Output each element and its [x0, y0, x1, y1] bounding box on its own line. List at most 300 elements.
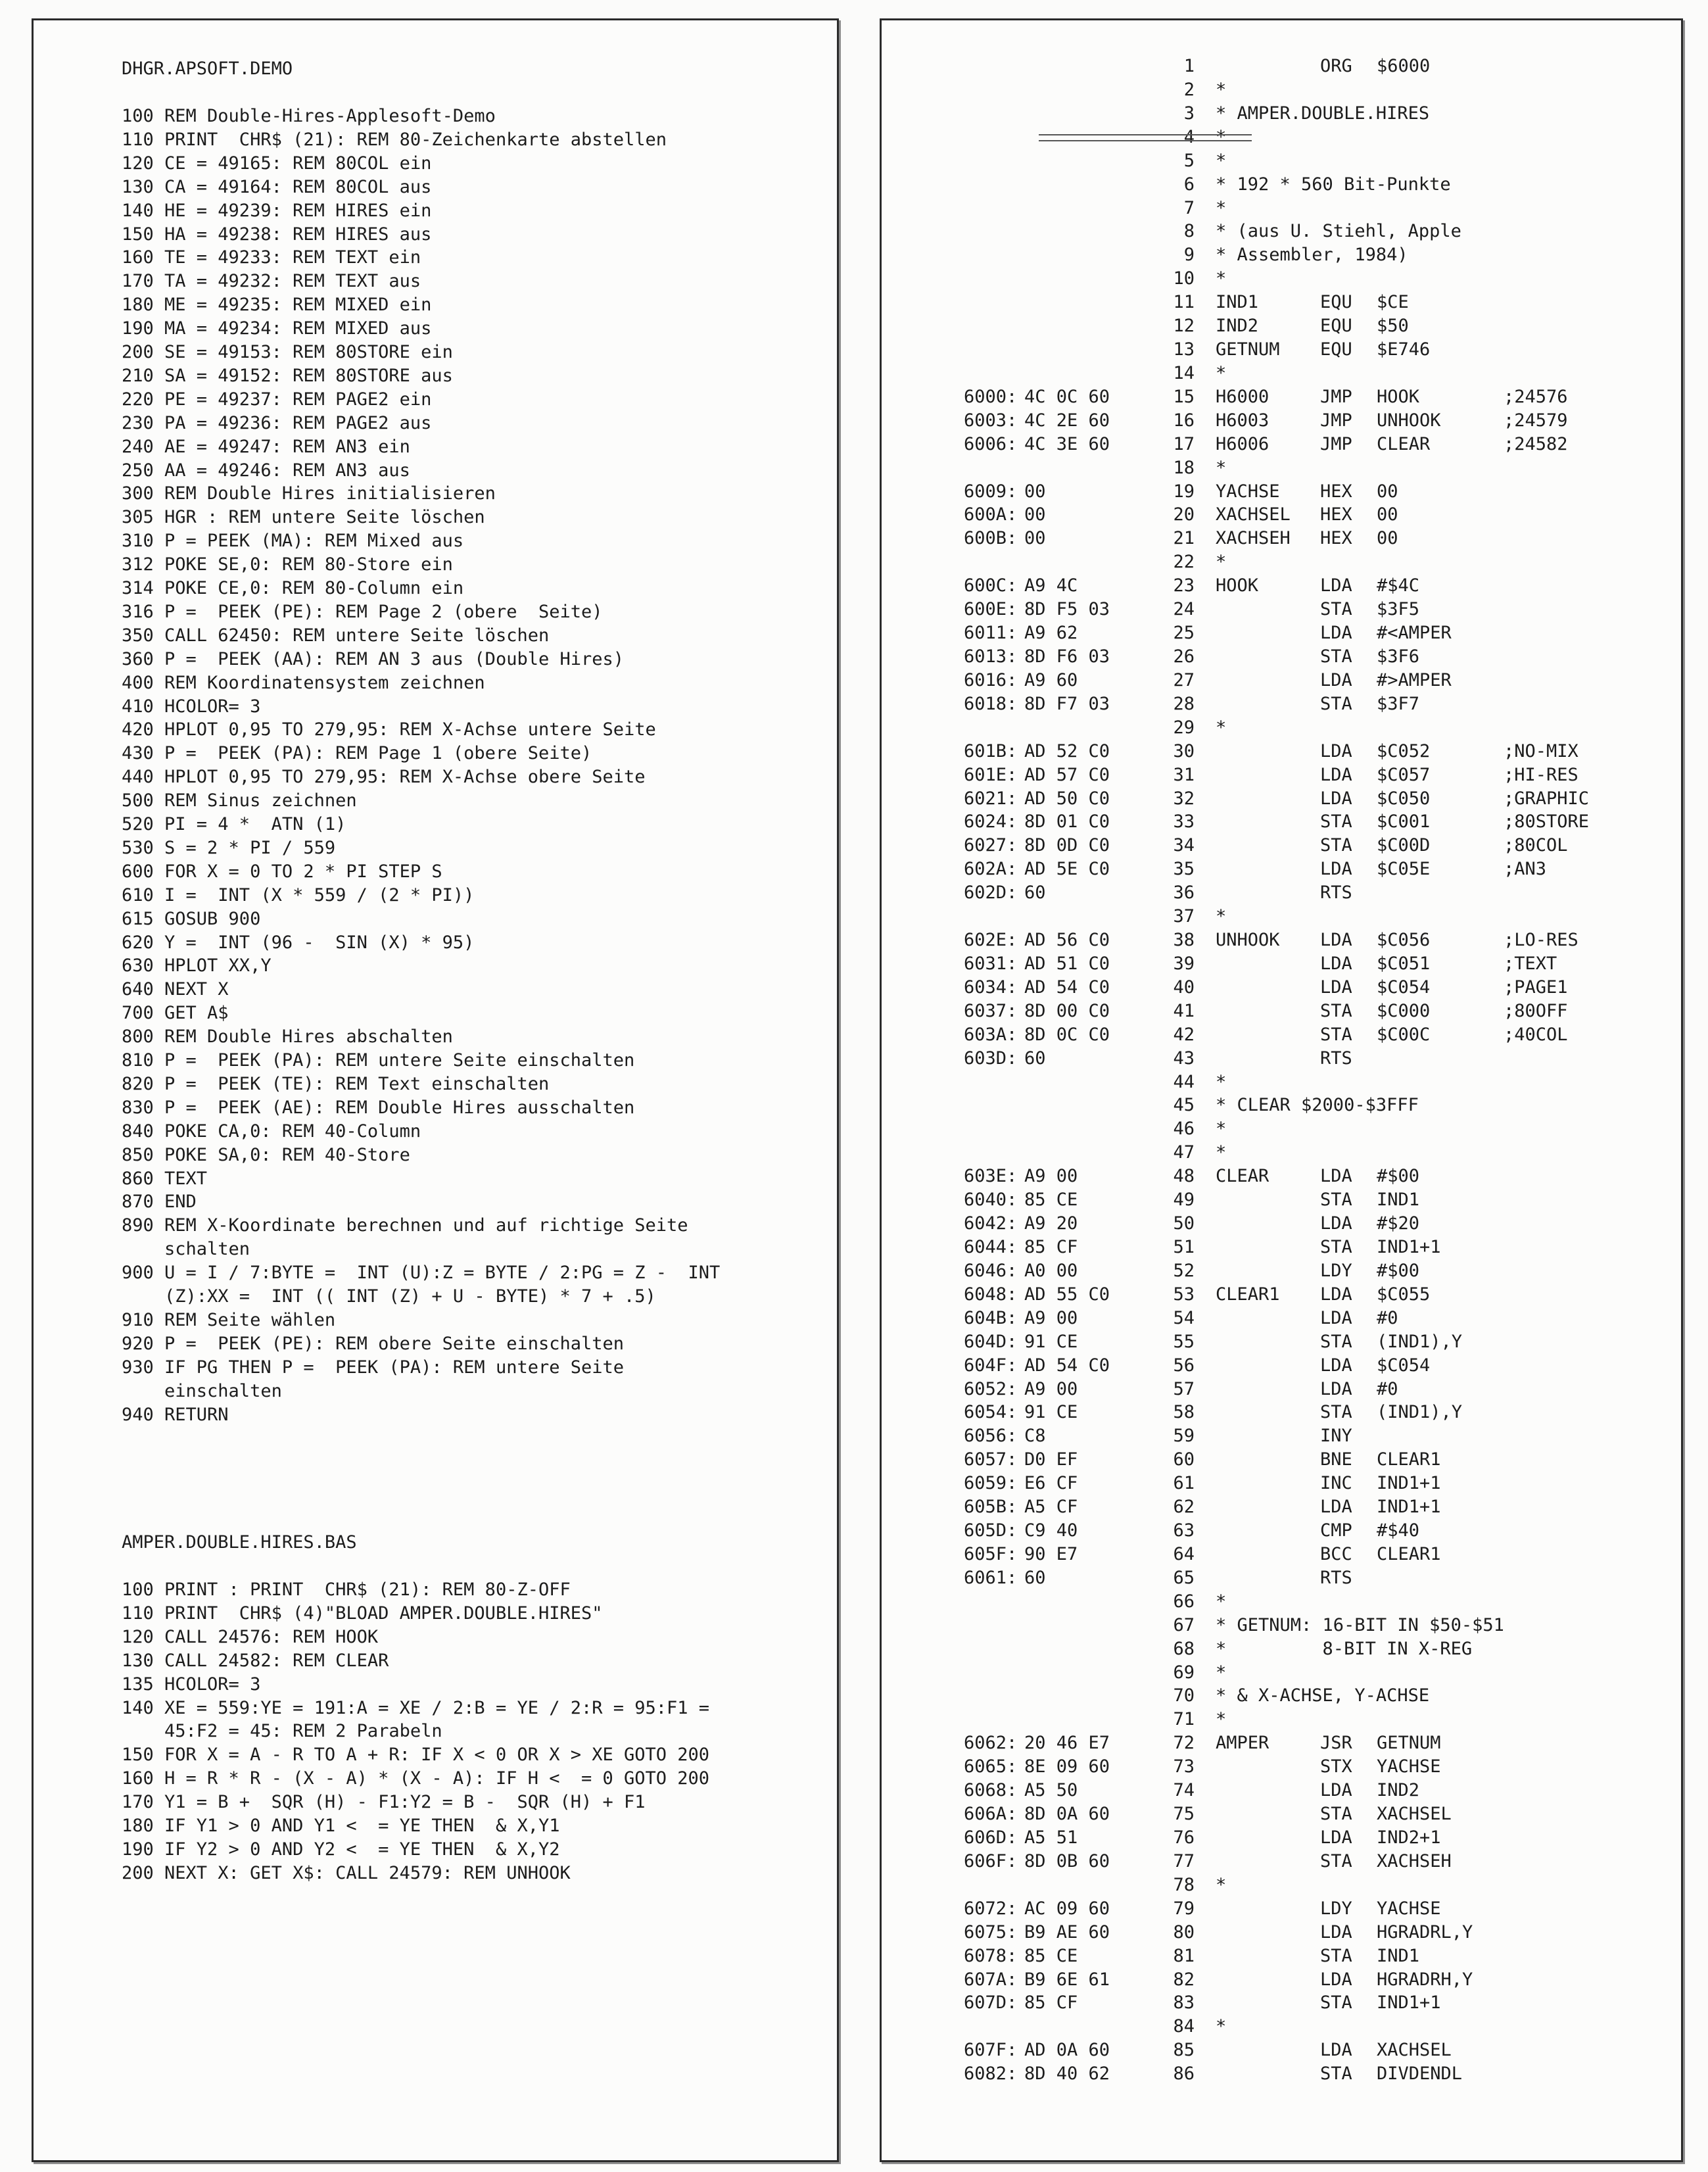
code-line: 640 NEXT X [122, 979, 229, 1000]
label: XACHSEL [1216, 504, 1291, 525]
address: 6044: [964, 1237, 1018, 1257]
code-line: 135 HCOLOR= 3 [122, 1674, 261, 1695]
code-line: 310 P = PEEK (MA): REM Mixed aus [122, 531, 464, 552]
opcode: BCC [1320, 1543, 1352, 1564]
address: 6003: [964, 410, 1018, 431]
opcode: LDA [1320, 977, 1352, 998]
object-bytes: 8D 0B 60 [1024, 1850, 1110, 1871]
address: 6065: [964, 1756, 1018, 1777]
line-number: 34 [1173, 835, 1195, 856]
comment: ;80OFF [1504, 1000, 1568, 1021]
label: * [1216, 1142, 1227, 1163]
operand: $C00C [1377, 1024, 1431, 1045]
code-line: 430 P = PEEK (PA): REM Page 1 (obere Seite) [122, 743, 592, 764]
code-line: 360 P = PEEK (AA): REM AN 3 aus (Double Hires) [122, 648, 625, 669]
code-line: 110 PRINT CHR$ (21): REM 80-Zeichenkarte abstellen [122, 129, 667, 150]
asm-line [882, 1826, 1681, 1850]
opcode: STA [1320, 811, 1352, 833]
address: 605F: [964, 1543, 1018, 1564]
code-line: 160 TE = 49233: REM TEXT ein [122, 247, 421, 268]
line-number: 51 [1173, 1237, 1195, 1257]
operand: IND1+1 [1377, 1992, 1441, 2014]
line-number: 53 [1173, 1284, 1195, 1305]
code-line: 200 NEXT X: GET X$: CALL 24579: REM UNHOOK [122, 1862, 571, 1883]
operand: #$00 [1377, 1260, 1420, 1281]
label: XACHSEH [1216, 528, 1291, 549]
asm-line [882, 1401, 1681, 1424]
asm-line [882, 740, 1681, 763]
asm-line [882, 1165, 1681, 1188]
listing-title: AMPER.DOUBLE.HIRES.BAS [122, 1532, 357, 1553]
asm-line [882, 952, 1681, 976]
comment: ;24576 [1504, 386, 1568, 407]
code-line: 120 CALL 24576: REM HOOK [122, 1626, 379, 1647]
label: * GETNUM: 16-BIT IN $50-$51 [1216, 1614, 1504, 1635]
opcode: ORG [1320, 56, 1352, 76]
code-line: 610 I = INT (X * 559 / (2 * PI)) [122, 884, 475, 905]
opcode: LDA [1320, 1213, 1352, 1234]
code-line: 700 GET A$ [122, 1003, 229, 1024]
opcode: STA [1320, 1850, 1352, 1871]
code-line: 220 PE = 49237: REM PAGE2 ein [122, 389, 432, 410]
operand: HGRADRH,Y [1377, 1969, 1473, 1990]
address: 6075: [964, 1921, 1018, 1943]
address: 6027: [964, 835, 1018, 856]
operand: YACHSE [1377, 1898, 1441, 1919]
address: 600C: [964, 575, 1018, 596]
code-line: 400 REM Koordinatensystem zeichnen [122, 672, 485, 693]
operand: #>AMPER [1377, 669, 1452, 690]
asm-line [882, 1354, 1681, 1378]
line-number: 38 [1173, 930, 1195, 951]
code-line: 210 SA = 49152: REM 80STORE aus [122, 365, 453, 386]
asm-line [882, 1117, 1681, 1141]
operand: $C052 [1377, 740, 1431, 761]
opcode: STA [1320, 693, 1352, 714]
asm-line [882, 1448, 1681, 1472]
asm-line [882, 1921, 1681, 1944]
code-line: 100 REM Double-Hires-Applesoft-Demo [122, 106, 496, 126]
opcode: RTS [1320, 882, 1352, 904]
line-number: 12 [1173, 316, 1195, 337]
address: 6072: [964, 1898, 1018, 1919]
line-number: 26 [1173, 646, 1195, 667]
line-number: 33 [1173, 811, 1195, 833]
code-line: 312 POKE SE,0: REM 80-Store ein [122, 554, 453, 575]
opcode: STA [1320, 599, 1352, 620]
label: CLEAR1 [1216, 1284, 1280, 1305]
object-bytes: 8D 00 C0 [1024, 1000, 1110, 1021]
comment: ;NO-MIX [1504, 740, 1578, 761]
object-bytes: C8 [1024, 1426, 1046, 1447]
object-bytes: 8D 01 C0 [1024, 811, 1110, 833]
line-number: 19 [1173, 481, 1195, 502]
code-line: 230 PA = 49236: REM PAGE2 aus [122, 412, 432, 433]
comment: ;40COL [1504, 1024, 1568, 1045]
label: * [1216, 457, 1227, 478]
line-number: 43 [1173, 1048, 1195, 1069]
label: * Assembler, 1984) [1216, 245, 1408, 266]
object-bytes: 60 [1024, 1048, 1046, 1069]
opcode: STA [1320, 835, 1352, 856]
line-number: 64 [1173, 1543, 1195, 1564]
line-number: 39 [1173, 953, 1195, 974]
line-number: 79 [1173, 1898, 1195, 1919]
asm-line [882, 149, 1681, 173]
object-bytes: A9 00 [1024, 1378, 1078, 1399]
line-number: 63 [1173, 1520, 1195, 1541]
address: 604D: [964, 1331, 1018, 1352]
asm-line [882, 1991, 1681, 2015]
line-number: 1 [1183, 56, 1195, 76]
object-bytes: AD 54 C0 [1024, 1355, 1110, 1376]
opcode: HEX [1320, 528, 1352, 549]
asm-line [882, 1590, 1681, 1614]
line-number: 8 [1183, 221, 1195, 242]
object-bytes: 00 [1024, 528, 1046, 549]
operand: $CE [1377, 292, 1409, 313]
line-number: 80 [1173, 1921, 1195, 1943]
object-bytes: 8D 0D C0 [1024, 835, 1110, 856]
asm-line [882, 1519, 1681, 1543]
address: 6034: [964, 977, 1018, 998]
asm-line [882, 1755, 1681, 1779]
asm-line [882, 338, 1681, 362]
line-number: 49 [1173, 1190, 1195, 1211]
label: * [1216, 268, 1227, 289]
asm-line [882, 126, 1681, 149]
asm-line [882, 1566, 1681, 1590]
code-line: 890 REM X-Koordinate berechnen und auf richtige Seite [122, 1215, 688, 1236]
asm-line [882, 692, 1681, 716]
object-bytes: AD 55 C0 [1024, 1284, 1110, 1305]
operand: $3F5 [1377, 599, 1420, 620]
label: * [1216, 362, 1227, 383]
operand: $C057 [1377, 764, 1431, 785]
address: 602E: [964, 930, 1018, 951]
object-bytes: A9 62 [1024, 623, 1078, 644]
line-number: 57 [1173, 1378, 1195, 1399]
object-bytes: 90 E7 [1024, 1543, 1078, 1564]
right-listing-panel [880, 18, 1683, 2162]
asm-line [882, 1661, 1681, 1685]
label: * [1216, 1874, 1227, 1895]
line-number: 71 [1173, 1709, 1195, 1730]
object-bytes: 8E 09 60 [1024, 1756, 1110, 1777]
label: IND1 [1216, 292, 1259, 313]
asm-line [882, 1779, 1681, 1802]
address: 6059: [964, 1473, 1018, 1494]
line-number: 6 [1183, 174, 1195, 195]
address: 6018: [964, 693, 1018, 714]
operand: $3F7 [1377, 693, 1420, 714]
object-bytes: 85 CF [1024, 1237, 1078, 1257]
label: * [1216, 1662, 1227, 1683]
opcode: BNE [1320, 1449, 1352, 1470]
asm-line [882, 763, 1681, 787]
code-line: 190 IF Y2 > 0 AND Y2 < = YE THEN & X,Y2 [122, 1839, 560, 1860]
asm-line [882, 834, 1681, 857]
asm-line [882, 1259, 1681, 1283]
asm-line [882, 1684, 1681, 1708]
label: HOOK [1216, 575, 1259, 596]
operand: #0 [1377, 1307, 1398, 1328]
object-bytes: 4C 0C 60 [1024, 386, 1110, 407]
comment: ;HI-RES [1504, 764, 1578, 785]
opcode: INC [1320, 1473, 1352, 1494]
line-number: 66 [1173, 1591, 1195, 1612]
asm-line [882, 1944, 1681, 1968]
operand: GETNUM [1377, 1733, 1441, 1754]
asm-line [882, 102, 1681, 126]
asm-line [882, 291, 1681, 314]
asm-line [882, 173, 1681, 197]
asm-line [882, 1873, 1681, 1897]
address: 6000: [964, 386, 1018, 407]
object-bytes: A9 60 [1024, 669, 1078, 690]
asm-line [882, 267, 1681, 291]
asm-line [882, 1637, 1681, 1661]
code-line: schalten [122, 1239, 250, 1260]
asm-line [882, 1708, 1681, 1731]
asm-line [882, 716, 1681, 740]
opcode: LDA [1320, 2040, 1352, 2061]
line-number: 72 [1173, 1733, 1195, 1754]
address: 607F: [964, 2040, 1018, 2061]
opcode: JMP [1320, 386, 1352, 407]
asm-line [882, 1023, 1681, 1047]
object-bytes: A5 CF [1024, 1497, 1078, 1518]
address: 606A: [964, 1804, 1018, 1825]
address: 606D: [964, 1827, 1018, 1848]
operand: HGRADRL,Y [1377, 1921, 1473, 1943]
asm-line [882, 1614, 1681, 1637]
code-line: 240 AE = 49247: REM AN3 ein [122, 436, 410, 457]
object-bytes: 4C 3E 60 [1024, 433, 1110, 454]
opcode: LDA [1320, 1378, 1352, 1399]
asm-line [882, 2062, 1681, 2086]
object-bytes: C9 40 [1024, 1520, 1078, 1541]
line-number: 35 [1173, 859, 1195, 880]
opcode: HEX [1320, 504, 1352, 525]
address: 6057: [964, 1449, 1018, 1470]
object-bytes: 85 CF [1024, 1992, 1078, 2014]
comment: ;PAGE1 [1504, 977, 1568, 998]
comment: ;24579 [1504, 410, 1568, 431]
operand: CLEAR1 [1377, 1543, 1441, 1564]
asm-line [882, 433, 1681, 456]
line-number: 7 [1183, 197, 1195, 218]
object-bytes: 00 [1024, 481, 1046, 502]
label: * [1216, 197, 1227, 218]
address: 6016: [964, 669, 1018, 690]
listing-title: DHGR.APSOFT.DEMO [122, 59, 293, 79]
operand: #$20 [1377, 1213, 1420, 1234]
operand: $C054 [1377, 977, 1431, 998]
opcode: LDA [1320, 1969, 1352, 1990]
address: 605B: [964, 1497, 1018, 1518]
line-number: 2 [1183, 79, 1195, 100]
code-line: 140 HE = 49239: REM HIRES ein [122, 200, 432, 221]
code-line: 350 CALL 62450: REM untere Seite löschen [122, 625, 550, 646]
operand: UNHOOK [1377, 410, 1441, 431]
code-line: 305 HGR : REM untere Seite löschen [122, 507, 485, 528]
opcode: STA [1320, 1945, 1352, 1966]
opcode: STA [1320, 1331, 1352, 1352]
opcode: LDA [1320, 1355, 1352, 1376]
line-number: 25 [1173, 623, 1195, 644]
line-number: 86 [1173, 2063, 1195, 2085]
label: * (aus U. Stiehl, Apple [1216, 221, 1461, 242]
asm-line [882, 598, 1681, 621]
code-line: 180 IF Y1 > 0 AND Y1 < = YE THEN & X,Y1 [122, 1816, 560, 1836]
opcode: LDA [1320, 764, 1352, 785]
address: 6009: [964, 481, 1018, 502]
object-bytes: 8D F5 03 [1024, 599, 1110, 620]
line-number: 11 [1173, 292, 1195, 313]
label: * CLEAR $2000-$3FFF [1216, 1095, 1419, 1116]
address: 6056: [964, 1426, 1018, 1447]
object-bytes: 8D 0C C0 [1024, 1024, 1110, 1045]
object-bytes: AD 57 C0 [1024, 764, 1110, 785]
asm-line [882, 480, 1681, 504]
line-number: 13 [1173, 339, 1195, 360]
code-line: 840 POKE CA,0: REM 40-Column [122, 1121, 421, 1142]
opcode: STX [1320, 1756, 1352, 1777]
asm-line [882, 1897, 1681, 1921]
label: * & X-ACHSE, Y-ACHSE [1216, 1685, 1430, 1706]
code-line: 100 PRINT : PRINT CHR$ (21): REM 80-Z-OFF [122, 1580, 571, 1600]
asm-line [882, 1047, 1681, 1071]
operand: YACHSE [1377, 1756, 1441, 1777]
line-number: 45 [1173, 1095, 1195, 1116]
opcode: JMP [1320, 410, 1352, 431]
code-line: 170 Y1 = B + SQR (H) - F1:Y2 = B - SQR (H) + F1 [122, 1792, 646, 1813]
object-bytes: 60 [1024, 1567, 1046, 1588]
line-number: 9 [1183, 245, 1195, 266]
address: 6068: [964, 1780, 1018, 1801]
operand: XACHSEL [1377, 2040, 1452, 2061]
address: 602D: [964, 882, 1018, 904]
code-line: 860 TEXT [122, 1168, 208, 1189]
line-number: 69 [1173, 1662, 1195, 1683]
comment: ;80COL [1504, 835, 1568, 856]
asm-line [882, 621, 1681, 645]
label: UNHOOK [1216, 930, 1280, 951]
line-number: 15 [1173, 386, 1195, 407]
asm-line [882, 2015, 1681, 2039]
object-bytes: A9 20 [1024, 1213, 1078, 1234]
object-bytes: 20 46 E7 [1024, 1733, 1110, 1754]
asm-line [882, 409, 1681, 433]
line-number: 44 [1173, 1071, 1195, 1092]
asm-line [882, 362, 1681, 385]
line-number: 32 [1173, 788, 1195, 809]
operand: HOOK [1377, 386, 1420, 407]
code-line: 600 FOR X = 0 TO 2 * PI STEP S [122, 861, 442, 882]
label: * [1216, 552, 1227, 573]
operand: IND2 [1377, 1780, 1420, 1801]
address: 6082: [964, 2063, 1018, 2085]
code-line: 140 XE = 559:YE = 191:A = XE / 2:B = YE / 2:R = 95:F1 = [122, 1697, 710, 1718]
code-line: 420 HPLOT 0,95 TO 279,95: REM X-Achse untere Seite [122, 719, 656, 740]
address: 6011: [964, 623, 1018, 644]
operand: 00 [1377, 504, 1398, 525]
operand: $C000 [1377, 1000, 1431, 1021]
code-line: 900 U = I / 7:BYTE = INT (U):Z = BYTE / 2:PG = Z - INT [122, 1263, 721, 1284]
code-line: 200 SE = 49153: REM 80STORE ein [122, 342, 453, 362]
line-number: 23 [1173, 575, 1195, 596]
line-number: 5 [1183, 150, 1195, 171]
line-number: 10 [1173, 268, 1195, 289]
code-line: 45:F2 = 45: REM 2 Parabeln [122, 1721, 442, 1742]
opcode: EQU [1320, 316, 1352, 337]
object-bytes: A5 51 [1024, 1827, 1078, 1848]
operand: $C054 [1377, 1355, 1431, 1376]
line-number: 75 [1173, 1804, 1195, 1825]
line-number: 78 [1173, 1874, 1195, 1895]
line-number: 73 [1173, 1756, 1195, 1777]
label: * 8-BIT IN X-REG [1216, 1638, 1473, 1659]
address: 605D: [964, 1520, 1018, 1541]
address: 600A: [964, 504, 1018, 525]
line-number: 27 [1173, 669, 1195, 690]
operand: $E746 [1377, 339, 1431, 360]
code-line: 130 CALL 24582: REM CLEAR [122, 1650, 389, 1671]
line-number: 84 [1173, 2016, 1195, 2037]
asm-line [882, 243, 1681, 267]
object-bytes: 91 CE [1024, 1331, 1078, 1352]
code-line: 170 TA = 49232: REM TEXT aus [122, 271, 421, 292]
label: AMPER [1216, 1733, 1269, 1754]
asm-line [882, 1236, 1681, 1259]
operand: 00 [1377, 528, 1398, 549]
object-bytes: AD 56 C0 [1024, 930, 1110, 951]
opcode: LDA [1320, 1827, 1352, 1848]
line-number: 48 [1173, 1166, 1195, 1187]
line-number: 58 [1173, 1402, 1195, 1423]
label: CLEAR [1216, 1166, 1269, 1187]
address: 6048: [964, 1284, 1018, 1305]
line-number: 55 [1173, 1331, 1195, 1352]
asm-line [882, 527, 1681, 550]
line-number: 70 [1173, 1685, 1195, 1706]
object-bytes: 00 [1024, 504, 1046, 525]
code-line: 110 PRINT CHR$ (4)"BLOAD AMPER.DOUBLE.HIRES" [122, 1603, 603, 1624]
asm-line [882, 810, 1681, 834]
code-line: 250 AA = 49246: REM AN3 aus [122, 460, 410, 481]
line-number: 42 [1173, 1024, 1195, 1045]
address: 607D: [964, 1992, 1018, 2014]
label: * [1216, 79, 1227, 100]
line-number: 18 [1173, 457, 1195, 478]
opcode: LDA [1320, 1284, 1352, 1305]
address: 606F: [964, 1850, 1018, 1871]
asm-line [882, 1330, 1681, 1354]
label: H6006 [1216, 433, 1269, 454]
opcode: LDY [1320, 1260, 1352, 1281]
address: 6021: [964, 788, 1018, 809]
code-line: 830 P = PEEK (AE): REM Double Hires ausschalten [122, 1097, 635, 1118]
operand: XACHSEH [1377, 1850, 1452, 1871]
line-number: 40 [1173, 977, 1195, 998]
line-number: 47 [1173, 1142, 1195, 1163]
object-bytes: B9 AE 60 [1024, 1921, 1110, 1943]
object-bytes: D0 EF [1024, 1449, 1078, 1470]
asm-line [882, 1071, 1681, 1094]
asm-line [882, 857, 1681, 881]
object-bytes: AD 0A 60 [1024, 2040, 1110, 2061]
